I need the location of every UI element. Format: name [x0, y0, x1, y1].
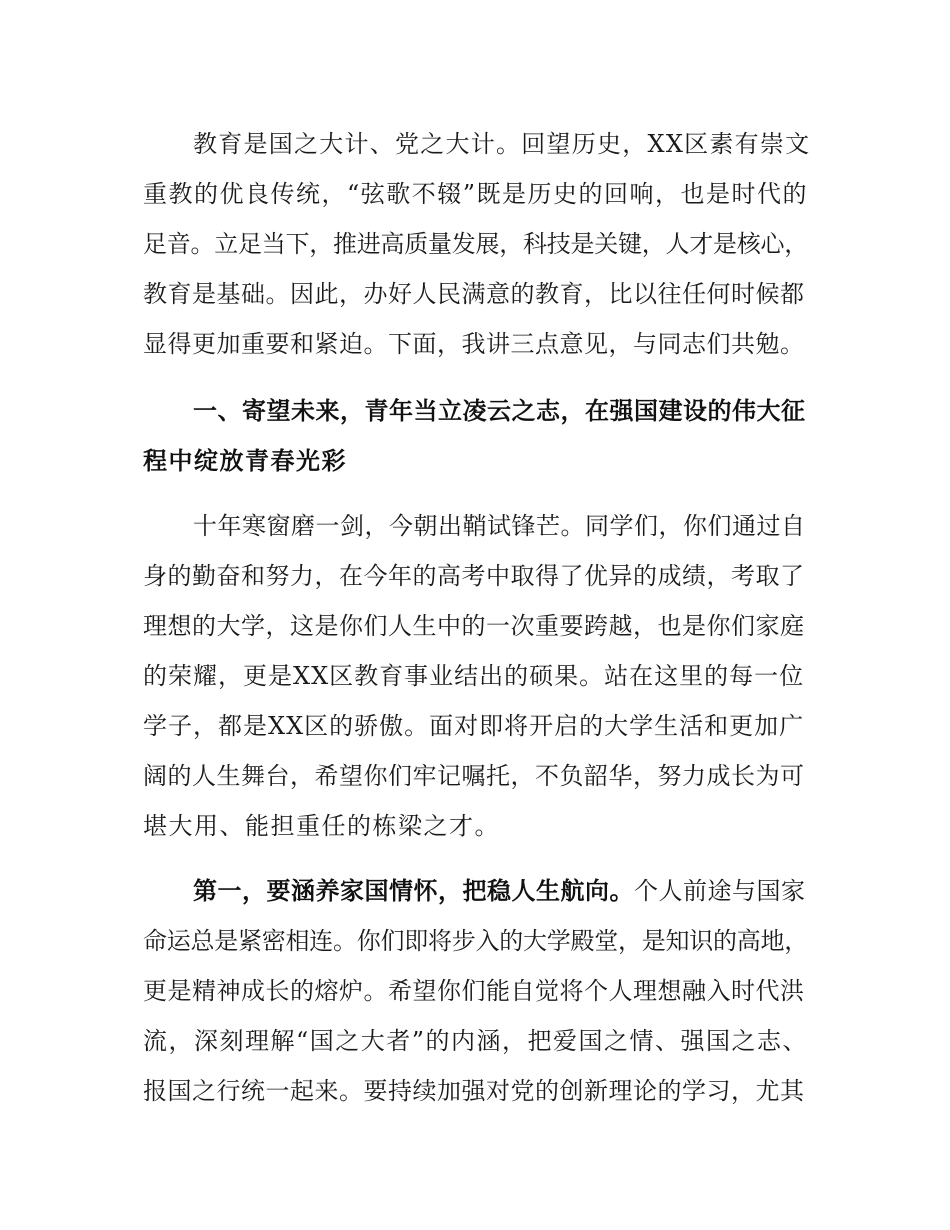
para3-line-4: 流，深刻理解“国之大者”的内涵，把爱国之情、强国之志、: [143, 1027, 809, 1055]
para2-line-6: 阔的人生舞台，希望你们牢记嘱托，不负韶华，努力成长为可: [143, 762, 805, 790]
para3-line-5: 报国之行统一起来。要持续加强对党的创新理论的学习，尤其: [143, 1077, 805, 1105]
para3-line-1: [193, 875, 806, 907]
para2-line-3: 理想的大学，这是你们人生中的一次重要跨越，也是你们家庭: [143, 612, 805, 640]
para2-line-4: 的荣耀，更是XX区教育事业结出的硕果。站在这里的每一位: [143, 662, 805, 690]
intro-line-3: 足音。立足当下，推进高质量发展，科技是关键，人才是核心，: [143, 230, 808, 258]
para2-line-1: 十年寒窗磨一剑，今朝出鞘试锋芒。同学们，你们通过自: [193, 512, 806, 540]
para3-lead-bold: 第一，要涵养家国情怀，把稳人生航向。: [193, 877, 634, 905]
para2-line-7: 堪大用、能担重任的栋梁之才。: [143, 812, 500, 840]
intro-line-2: 重教的优良传统，“弦歌不辍”既是历史的回响，也是时代的: [143, 180, 809, 208]
intro-line-4: 教育是基础。因此，办好人民满意的教育，比以往任何时候都: [143, 280, 805, 308]
section-1-heading-line-2: 程中绽放青春光彩: [143, 447, 347, 475]
para3-lead-rest: 个人前途与国家: [634, 877, 806, 905]
para2-line-2: 身的勤奋和努力，在今年的高考中取得了优异的成绩，考取了: [143, 562, 805, 590]
section-1-heading-line-1: 一、寄望未来，青年当立凌云之志，在强国建设的伟大征: [193, 397, 806, 425]
para3-line-3: 更是精神成长的熔炉。希望你们能自觉将个人理想融入时代洪: [143, 977, 805, 1005]
para2-line-5: 学子，都是XX区的骄傲。面对即将开启的大学生活和更加广: [143, 712, 805, 740]
intro-line-1: 教育是国之大计、党之大计。回望历史，XX区素有崇文: [193, 130, 811, 158]
para3-line-2: 命运总是紧密相连。你们即将步入的大学殿堂，是知识的高地，: [143, 927, 808, 955]
intro-line-5: 显得更加重要和紧迫。下面，我讲三点意见，与同志们共勉。: [143, 330, 805, 358]
